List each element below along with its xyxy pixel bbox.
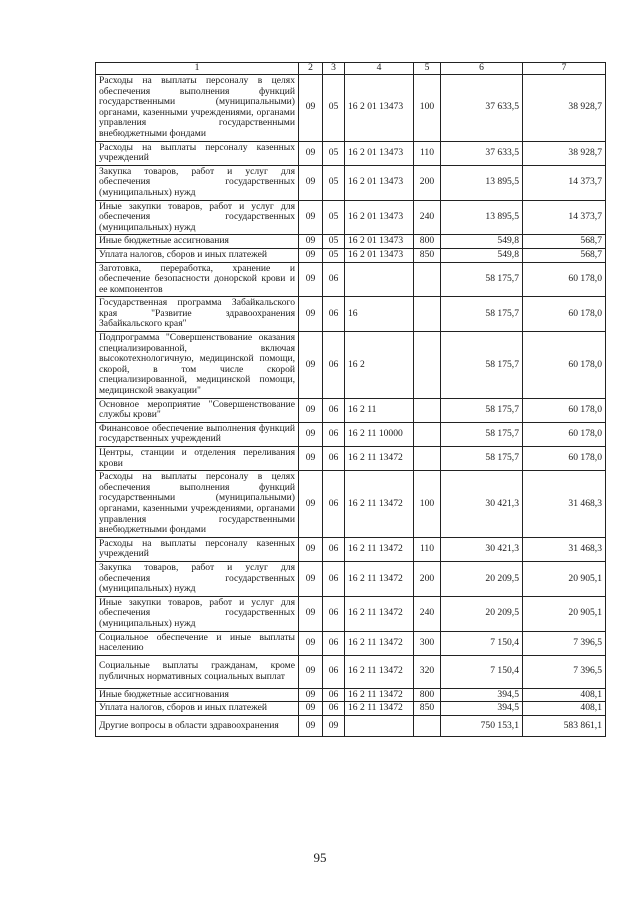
table-row — [96, 471, 606, 538]
expense-name-cell: Финансовое обеспечение выполнения функций государственных учреждений — [96, 422, 299, 446]
header-cell-col5: 5 — [414, 63, 441, 75]
section-code-cell: 09 — [299, 422, 323, 446]
amount-year2-cell: 38 928,7 — [523, 75, 606, 142]
target-article-cell: 16 2 11 13472 — [345, 537, 414, 561]
section-code-cell: 09 — [299, 141, 323, 165]
expense-name-cell: Государственная программа Забайкальского края "Развитие здравоохранения Забайкальского края" — [96, 297, 299, 332]
target-article-cell — [345, 262, 414, 297]
table-row — [96, 715, 606, 736]
target-article-cell: 16 2 11 13472 — [345, 655, 414, 688]
amount-year2-cell: 568,7 — [523, 235, 606, 249]
section-code-cell: 09 — [299, 248, 323, 262]
target-article-cell: 16 — [345, 297, 414, 332]
amount-year1-cell: 58 175,7 — [441, 262, 523, 297]
expense-type-cell: 300 — [414, 631, 441, 655]
expense-type-cell — [414, 398, 441, 422]
expense-type-cell — [414, 262, 441, 297]
subsection-code-cell: 06 — [323, 702, 345, 716]
amount-year1-cell: 549,8 — [441, 235, 523, 249]
section-code-cell: 09 — [299, 702, 323, 716]
expense-type-cell: 240 — [414, 596, 441, 631]
table-row — [96, 631, 606, 655]
subsection-code-cell: 05 — [323, 141, 345, 165]
amount-year1-cell: 58 175,7 — [441, 422, 523, 446]
table-row — [96, 702, 606, 716]
amount-year2-cell: 583 861,1 — [523, 715, 606, 736]
section-code-cell: 09 — [299, 447, 323, 471]
section-code-cell: 09 — [299, 655, 323, 688]
target-article-cell: 16 2 11 13472 — [345, 631, 414, 655]
header-row — [96, 63, 606, 75]
amount-year2-cell: 31 468,3 — [523, 471, 606, 538]
subsection-code-cell: 05 — [323, 75, 345, 142]
expense-name-cell: Расходы на выплаты персоналу в целях обеспечения выполнения функций государственными (муниципальными) органами, казенными учреждениями, органами управления государственными внебюджетными фондами — [96, 75, 299, 142]
amount-year1-cell: 30 421,3 — [441, 471, 523, 538]
amount-year2-cell: 60 178,0 — [523, 262, 606, 297]
amount-year1-cell: 58 175,7 — [441, 447, 523, 471]
table-row — [96, 262, 606, 297]
expense-type-cell: 100 — [414, 471, 441, 538]
expense-name-cell: Иные бюджетные ассигнования — [96, 235, 299, 249]
section-code-cell: 09 — [299, 200, 323, 235]
amount-year1-cell: 30 421,3 — [441, 537, 523, 561]
amount-year1-cell: 20 209,5 — [441, 561, 523, 596]
target-article-cell: 16 2 01 13473 — [345, 200, 414, 235]
expense-type-cell: 800 — [414, 235, 441, 249]
amount-year2-cell: 20 905,1 — [523, 596, 606, 631]
amount-year2-cell: 408,1 — [523, 702, 606, 716]
expense-type-cell: 800 — [414, 688, 441, 702]
target-article-cell: 16 2 01 13473 — [345, 235, 414, 249]
target-article-cell: 16 2 11 13472 — [345, 688, 414, 702]
expense-type-cell: 850 — [414, 702, 441, 716]
amount-year2-cell: 14 373,7 — [523, 200, 606, 235]
expense-type-cell: 200 — [414, 165, 441, 200]
table-row — [96, 398, 606, 422]
header-cell-col2: 2 — [299, 63, 323, 75]
expense-type-cell: 110 — [414, 537, 441, 561]
target-article-cell: 16 2 11 10000 — [345, 422, 414, 446]
section-code-cell: 09 — [299, 537, 323, 561]
table-row — [96, 75, 606, 142]
table-header — [96, 63, 606, 75]
target-article-cell: 16 2 01 13473 — [345, 248, 414, 262]
amount-year1-cell: 7 150,4 — [441, 655, 523, 688]
target-article-cell: 16 2 01 13473 — [345, 141, 414, 165]
expense-type-cell: 240 — [414, 200, 441, 235]
amount-year1-cell: 394,5 — [441, 688, 523, 702]
expense-name-cell: Расходы на выплаты персоналу казенных учреждений — [96, 141, 299, 165]
header-cell-col1: 1 — [96, 63, 299, 75]
amount-year2-cell: 60 178,0 — [523, 332, 606, 399]
table-row — [96, 537, 606, 561]
target-article-cell: 16 2 11 13472 — [345, 702, 414, 716]
expense-type-cell — [414, 422, 441, 446]
expense-name-cell: Социальные выплаты гражданам, кроме публичных нормативных социальных выплат — [96, 655, 299, 688]
expense-name-cell: Социальное обеспечение и иные выплаты населению — [96, 631, 299, 655]
header-cell-col4: 4 — [345, 63, 414, 75]
subsection-code-cell: 05 — [323, 235, 345, 249]
amount-year1-cell: 58 175,7 — [441, 398, 523, 422]
page-number: 95 — [313, 850, 327, 865]
amount-year2-cell: 7 396,5 — [523, 631, 606, 655]
subsection-code-cell: 05 — [323, 165, 345, 200]
amount-year2-cell: 7 396,5 — [523, 655, 606, 688]
expense-type-cell: 850 — [414, 248, 441, 262]
expense-name-cell: Расходы на выплаты персоналу в целях обеспечения выполнения функций государственными (муниципальными) органами, казенными учреждениями, органами управления государственными внебюджетными фондами — [96, 471, 299, 538]
subsection-code-cell: 06 — [323, 398, 345, 422]
table-row — [96, 235, 606, 249]
header-cell-col6: 6 — [441, 63, 523, 75]
target-article-cell: 16 2 11 13472 — [345, 596, 414, 631]
expense-name-cell: Иные закупки товаров, работ и услуг для обеспечения государственных (муниципальных) нужд — [96, 200, 299, 235]
amount-year1-cell: 7 150,4 — [441, 631, 523, 655]
expense-type-cell — [414, 715, 441, 736]
expense-name-cell: Другие вопросы в области здравоохранения — [96, 715, 299, 736]
table-row — [96, 596, 606, 631]
amount-year2-cell: 60 178,0 — [523, 398, 606, 422]
amount-year2-cell: 568,7 — [523, 248, 606, 262]
subsection-code-cell: 09 — [323, 715, 345, 736]
subsection-code-cell: 06 — [323, 655, 345, 688]
amount-year1-cell: 750 153,1 — [441, 715, 523, 736]
amount-year2-cell: 14 373,7 — [523, 165, 606, 200]
amount-year2-cell: 408,1 — [523, 688, 606, 702]
expense-type-cell: 100 — [414, 75, 441, 142]
header-cell-col7: 7 — [523, 63, 606, 75]
subsection-code-cell: 06 — [323, 688, 345, 702]
section-code-cell: 09 — [299, 688, 323, 702]
section-code-cell: 09 — [299, 631, 323, 655]
subsection-code-cell: 06 — [323, 422, 345, 446]
expense-type-cell: 320 — [414, 655, 441, 688]
table-row — [96, 561, 606, 596]
table-row — [96, 141, 606, 165]
subsection-code-cell: 05 — [323, 200, 345, 235]
table-row — [96, 688, 606, 702]
subsection-code-cell: 06 — [323, 297, 345, 332]
amount-year1-cell: 37 633,5 — [441, 75, 523, 142]
table-row — [96, 297, 606, 332]
expense-type-cell: 200 — [414, 561, 441, 596]
section-code-cell: 09 — [299, 235, 323, 249]
expense-name-cell: Иные бюджетные ассигнования — [96, 688, 299, 702]
amount-year1-cell: 549,8 — [441, 248, 523, 262]
table-row — [96, 447, 606, 471]
section-code-cell: 09 — [299, 715, 323, 736]
table-row — [96, 165, 606, 200]
amount-year1-cell: 13 895,5 — [441, 165, 523, 200]
amount-year2-cell: 38 928,7 — [523, 141, 606, 165]
table-row — [96, 248, 606, 262]
target-article-cell: 16 2 01 13473 — [345, 165, 414, 200]
table-row — [96, 332, 606, 399]
target-article-cell: 16 2 11 13472 — [345, 471, 414, 538]
subsection-code-cell: 06 — [323, 631, 345, 655]
expense-name-cell: Иные закупки товаров, работ и услуг для обеспечения государственных (муниципальных) нужд — [96, 596, 299, 631]
subsection-code-cell: 06 — [323, 596, 345, 631]
subsection-code-cell: 06 — [323, 471, 345, 538]
expense-type-cell — [414, 447, 441, 471]
expense-name-cell: Заготовка, переработка, хранение и обеспечение безопасности донорской крови и ее компонентов — [96, 262, 299, 297]
target-article-cell: 16 2 11 13472 — [345, 447, 414, 471]
target-article-cell: 16 2 — [345, 332, 414, 399]
amount-year1-cell: 58 175,7 — [441, 332, 523, 399]
table-row — [96, 655, 606, 688]
expense-type-cell: 110 — [414, 141, 441, 165]
amount-year1-cell: 58 175,7 — [441, 297, 523, 332]
target-article-cell: 16 2 11 — [345, 398, 414, 422]
subsection-code-cell: 06 — [323, 537, 345, 561]
section-code-cell: 09 — [299, 596, 323, 631]
expense-name-cell: Расходы на выплаты персоналу казенных учреждений — [96, 537, 299, 561]
target-article-cell — [345, 715, 414, 736]
expense-name-cell: Подпрограмма "Совершенствование оказания специализированной, включая высокотехнологичную, медицинской помощи, скорой, в том числе скорой специализированной, медицинской помощи, медицинской эвакуации" — [96, 332, 299, 399]
amount-year1-cell: 37 633,5 — [441, 141, 523, 165]
section-code-cell: 09 — [299, 471, 323, 538]
section-code-cell: 09 — [299, 262, 323, 297]
section-code-cell: 09 — [299, 75, 323, 142]
amount-year1-cell: 394,5 — [441, 702, 523, 716]
expense-type-cell — [414, 332, 441, 399]
amount-year2-cell: 31 468,3 — [523, 537, 606, 561]
subsection-code-cell: 06 — [323, 447, 345, 471]
budget-table — [95, 62, 606, 737]
subsection-code-cell: 06 — [323, 262, 345, 297]
expense-name-cell: Уплата налогов, сборов и иных платежей — [96, 702, 299, 716]
section-code-cell: 09 — [299, 561, 323, 596]
expense-name-cell: Основное мероприятие "Совершенствование службы крови" — [96, 398, 299, 422]
subsection-code-cell: 06 — [323, 332, 345, 399]
section-code-cell: 09 — [299, 332, 323, 399]
expense-type-cell — [414, 297, 441, 332]
subsection-code-cell: 06 — [323, 561, 345, 596]
amount-year2-cell: 20 905,1 — [523, 561, 606, 596]
expense-name-cell: Закупка товаров, работ и услуг для обеспечения государственных (муниципальных) нужд — [96, 561, 299, 596]
amount-year1-cell: 20 209,5 — [441, 596, 523, 631]
header-cell-col3: 3 — [323, 63, 345, 75]
table-row — [96, 200, 606, 235]
section-code-cell: 09 — [299, 398, 323, 422]
section-code-cell: 09 — [299, 297, 323, 332]
amount-year2-cell: 60 178,0 — [523, 422, 606, 446]
section-code-cell: 09 — [299, 165, 323, 200]
expense-name-cell: Уплата налогов, сборов и иных платежей — [96, 248, 299, 262]
target-article-cell: 16 2 01 13473 — [345, 75, 414, 142]
subsection-code-cell: 05 — [323, 248, 345, 262]
expense-name-cell: Закупка товаров, работ и услуг для обеспечения государственных (муниципальных) нужд — [96, 165, 299, 200]
table-body — [96, 75, 606, 737]
amount-year2-cell: 60 178,0 — [523, 297, 606, 332]
expense-name-cell: Центры, станции и отделения переливания крови — [96, 447, 299, 471]
table-row — [96, 422, 606, 446]
amount-year1-cell: 13 895,5 — [441, 200, 523, 235]
amount-year2-cell: 60 178,0 — [523, 447, 606, 471]
target-article-cell: 16 2 11 13472 — [345, 561, 414, 596]
